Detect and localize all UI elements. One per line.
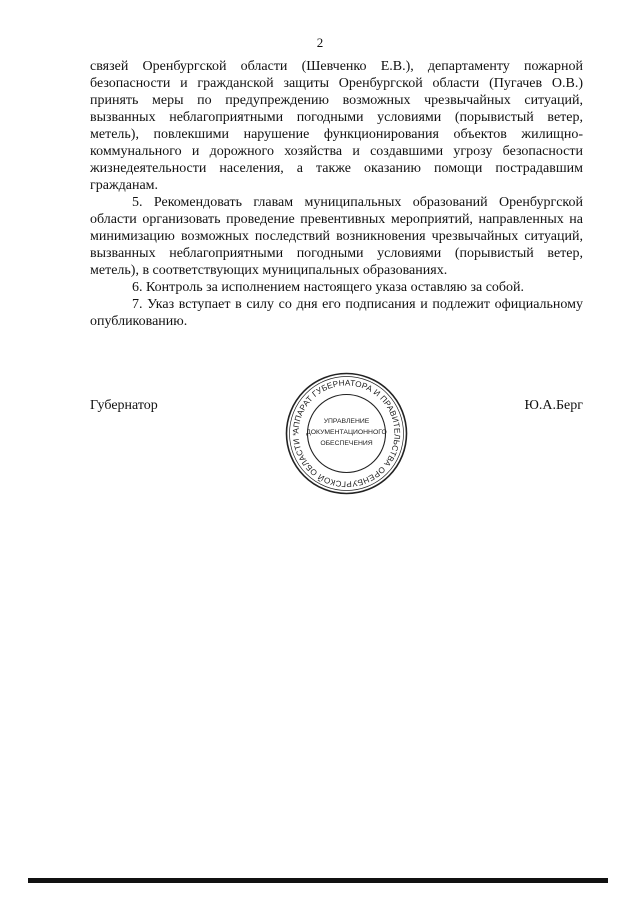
stamp-center-line-2: ДОКУМЕНТАЦИОННОГО [306,429,387,436]
paragraph-continuation: связей Оренбургской области (Шевченко Е.В.), департаменту пожарной безопасности и гражданской защиты Оренбургской области (Пугачев О.В.) принять меры по предупреждению возможных чрезвычайных ситуаций, вызванных неблагоприятными погодными условиями (порывистый ветер, метель), повлекшими нарушение функционирования объектов жилищно-коммунального и дорожного хозяйства и создавшими угрозу безопасности жизнедеятельности населения, а также оказанию помощи пострадавшим гражданам. [90,59,583,193]
stamp-ring-text: АППАРАТ ГУБЕРНАТОРА И ПРАВИТЕЛЬСТВА ОРЕНБУРГСКОЙ ОБЛАСТИ * [291,378,402,489]
signer-title: Губернатор [90,398,158,413]
signer-name: Ю.А.Берг [524,398,583,413]
paragraph-item-7: 7. Указ вступает в силу со дня его подписания и подлежит официальному опубликованию. [90,297,583,329]
stamp-center-line-1: УПРАВЛЕНИЕ [323,418,370,425]
page-number: 2 [316,35,324,50]
stamp-center-line-3: ОБЕСПЕЧЕНИЯ [320,440,373,447]
paragraph-item-5: 5. Рекомендовать главам муниципальных образований Оренбургской области организовать проведение превентивных мероприятий, направленных на минимизацию возможных последствий возникновения чрезвычайных ситуаций, вызванных неблагоприятными погодными условиями (порывистый ветер, метель), в соответствующих муниципальных образованиях. [90,195,583,278]
document-body [90,58,583,330]
official-stamp [283,370,410,497]
paragraph-item-6: 6. Контроль за исполнением настоящего указа оставляю за собой. [132,280,525,295]
bottom-rule [28,878,608,883]
